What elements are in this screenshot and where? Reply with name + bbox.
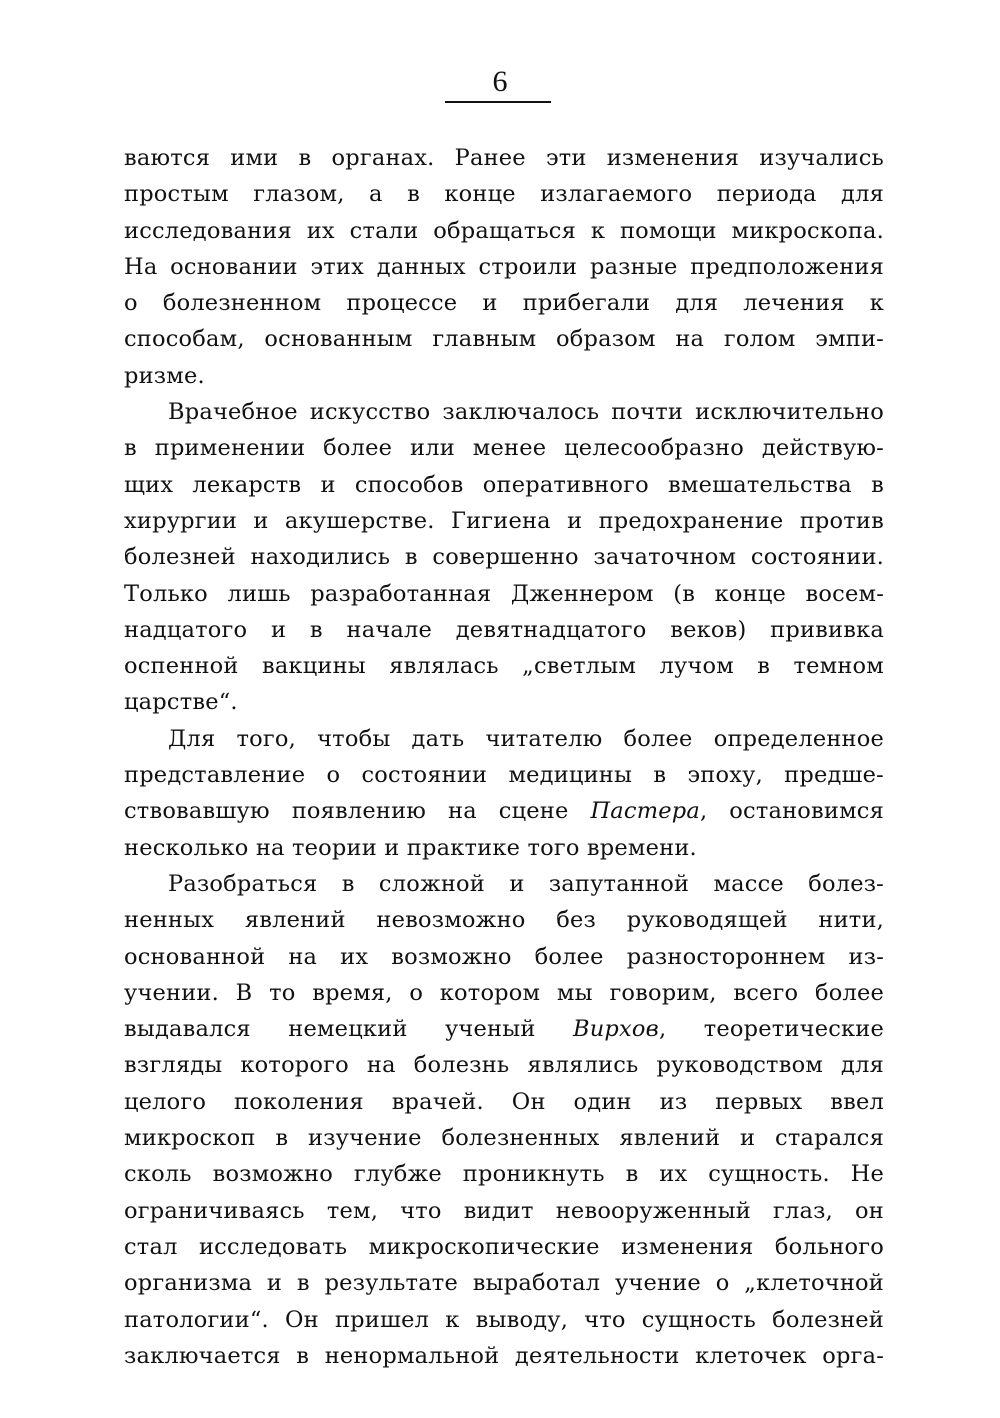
text-line: ризме.: [124, 362, 205, 389]
text-line: представление о состоянии медицины в эпоху, предше-: [124, 762, 884, 789]
text-line: ствовавшую появлению на сцене Пастера, остановимся: [124, 798, 884, 825]
text-line: исследования их стали обращаться к помощи микроскопа.: [124, 217, 884, 244]
text-line: царстве“.: [124, 689, 238, 716]
person-name: Пастера: [590, 798, 700, 825]
body-text: [124, 140, 884, 1374]
text-line: в применении более или менее целесообразно действую-: [124, 435, 884, 462]
text-line: Только лишь разработанная Дженнером (в конце восем-: [124, 580, 884, 607]
text-line: о болезненном процессе и прибегали для лечения к: [124, 290, 884, 317]
text-line: ограничиваясь тем, что видит невооруженный глаз, он: [124, 1197, 884, 1224]
text-line: заключается в ненормальной деятельности клеточек орга-: [124, 1342, 884, 1369]
text-line: взгляды которого на болезнь являлись руководством для: [124, 1052, 884, 1079]
text-line: болезней находились в совершенно зачаточном состоянии.: [124, 544, 884, 571]
text-line: целого поколения врачей. Он один из первых ввел: [124, 1088, 884, 1115]
text-line: способам, основанным главным образом на голом эмпи-: [124, 326, 884, 353]
text-line: патологии“. Он пришел к выводу, что сущность болезней: [124, 1306, 884, 1333]
text-line: надцатого и в начале девятнадцатого веков) прививка: [124, 616, 884, 643]
text-line: хирургии и акушерстве. Гигиена и предохранение против: [124, 507, 884, 534]
text-line: ненных явлений невозможно без руководящей нити,: [124, 907, 884, 934]
page-number: 6: [492, 65, 508, 98]
text-line: На основании этих данных строили разные предположения: [124, 253, 884, 280]
text-line: сколь возможно глубже проникнуть в их сущность. Не: [124, 1161, 884, 1188]
text-line: стал исследовать микроскопические изменения больного: [124, 1233, 884, 1260]
text-line: простым глазом, а в конце излагаемого периода для: [124, 181, 884, 208]
text-line: Врачебное искусство заключалось почти исключительно: [168, 399, 884, 426]
text-line: основанной на их возможно более разностороннем из-: [124, 943, 884, 970]
text-line: учении. В то время, о котором мы говорим, всего более: [124, 979, 884, 1006]
text-line: Для того, чтобы дать читателю более определенное: [168, 725, 884, 752]
text-line: микроскоп в изучение болезненных явлений и старался: [124, 1125, 884, 1152]
person-name: Вирхов: [572, 1016, 659, 1043]
text-line: организма и в результате выработал учение о „клеточной: [124, 1270, 884, 1297]
text-line: оспенной вакцины являлась „светлым лучом в темном: [124, 653, 884, 680]
text-line: выдавался немецкий ученый Вирхов, теоретические: [124, 1016, 884, 1043]
text-line: несколько на теории и практике того времени.: [124, 834, 697, 861]
text-line: ваются ими в органах. Ранее эти изменения изучались: [124, 145, 884, 171]
text-line: щих лекарств и способов оперативного вмешательства в: [124, 471, 884, 498]
page-number-rule: [445, 101, 551, 103]
text-line: Разобраться в сложной и запутанной массе болез-: [168, 870, 884, 897]
